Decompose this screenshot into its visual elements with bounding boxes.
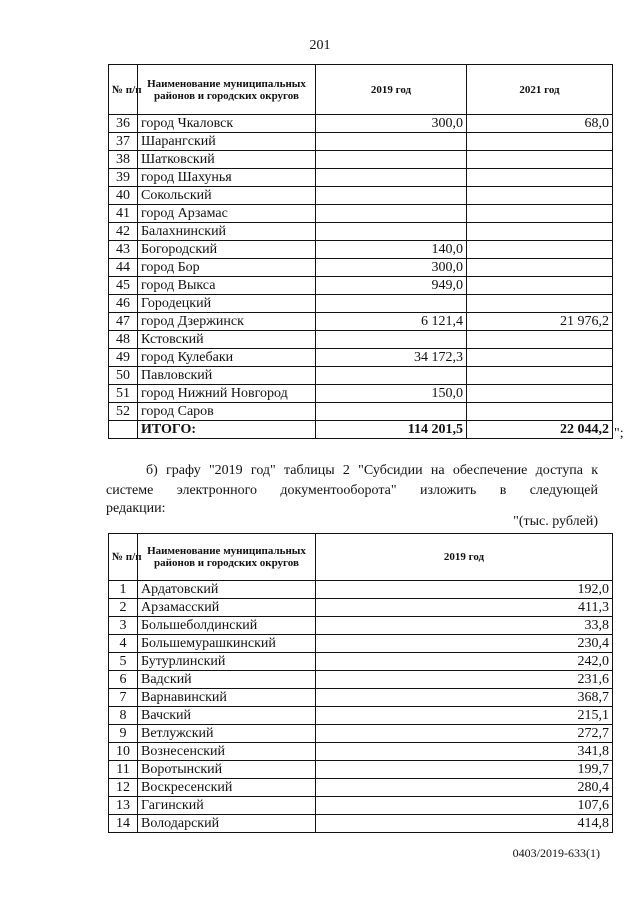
table-row [109,725,613,743]
row-number: 38 [109,151,138,169]
table-row [109,671,613,689]
table-row [109,581,613,599]
row-number: 49 [109,349,138,367]
value-2019: 6 121,4 [316,313,467,331]
row-number: 36 [109,115,138,133]
table-row [109,115,613,133]
table-header-row [109,534,613,581]
row-number: 13 [109,797,138,815]
district-name: город Чкаловск [138,115,316,133]
row-number: 10 [109,743,138,761]
table-row [109,259,613,277]
value-2019 [316,205,467,223]
value-2019 [316,133,467,151]
district-name: Сокольский [138,187,316,205]
district-name: Вознесенский [138,743,316,761]
table-row [109,403,613,421]
table-row [109,653,613,671]
value-2021 [467,259,613,277]
value-2019 [316,169,467,187]
table-row [109,367,613,385]
row-number: 7 [109,689,138,707]
value-2019: 368,7 [316,689,613,707]
table-row [109,635,613,653]
row-number: 52 [109,403,138,421]
table-row [109,349,613,367]
value-2019: 199,7 [316,761,613,779]
value-2021 [467,277,613,295]
value-2021: 68,0 [467,115,613,133]
value-2019 [316,331,467,349]
row-number: 42 [109,223,138,241]
row-number: 9 [109,725,138,743]
table-row [109,707,613,725]
value-2019: 34 172,3 [316,349,467,367]
table-row [109,169,613,187]
value-2019 [316,403,467,421]
document-code: 0403/2019-633(1) [512,846,600,860]
value-2021 [467,169,613,187]
row-number: 43 [109,241,138,259]
district-name: Шарангский [138,133,316,151]
value-2021 [467,385,613,403]
district-name: Большеболдинский [138,617,316,635]
total-empty-cell [109,421,138,439]
value-2019: 192,0 [316,581,613,599]
district-name: город Нижний Новгород [138,385,316,403]
row-number: 46 [109,295,138,313]
column-header-2019: 2019 год [316,65,467,115]
value-2021 [467,331,613,349]
row-number: 5 [109,653,138,671]
table-row [109,151,613,169]
total-label: ИТОГО: [138,421,316,439]
column-header-name: Наименование муниципальных районов и городских округов [138,65,316,115]
district-name: Вачский [138,707,316,725]
row-number: 44 [109,259,138,277]
total-2021: 22 044,2 [467,421,613,439]
value-2019: 230,4 [316,635,613,653]
paragraph-line-3: редакции: [106,501,166,516]
value-2019: 242,0 [316,653,613,671]
column-header-2019: 2019 год [316,534,613,581]
table-row [109,223,613,241]
value-2019: 280,4 [316,779,613,797]
table-row [109,761,613,779]
table-row [109,295,613,313]
table-row [109,277,613,295]
district-name: Бутурлинский [138,653,316,671]
table-row [109,205,613,223]
table-row [109,743,613,761]
table-row [109,617,613,635]
row-number: 14 [109,815,138,833]
document-flow-subsidy-table [108,533,613,833]
row-number: 3 [109,617,138,635]
total-2019: 114 201,5 [316,421,467,439]
value-2019: 33,8 [316,617,613,635]
district-name: Павловский [138,367,316,385]
row-number: 48 [109,331,138,349]
district-name: Ветлужский [138,725,316,743]
column-header-number: № п/п [109,65,138,115]
value-2019 [316,187,467,205]
district-name: Воротынский [138,761,316,779]
district-name: город Шахунья [138,169,316,187]
value-2021 [467,205,613,223]
district-name: Большемурашкинский [138,635,316,653]
value-2021 [467,349,613,367]
value-2019: 150,0 [316,385,467,403]
district-name: Балахнинский [138,223,316,241]
value-2019: 272,7 [316,725,613,743]
district-name: город Бор [138,259,316,277]
value-2021 [467,223,613,241]
row-number: 40 [109,187,138,205]
row-number: 1 [109,581,138,599]
total-row [109,421,613,439]
district-name: Вадский [138,671,316,689]
value-2021 [467,295,613,313]
value-2019: 107,6 [316,797,613,815]
table-row [109,313,613,331]
value-2021 [467,367,613,385]
district-name: Гагинский [138,797,316,815]
paragraph-line-2: системе электронного документооборота" изложить в следующей [106,483,598,498]
table-row [109,133,613,151]
subsidy-table-2019-2021 [108,64,613,439]
table-row [109,241,613,259]
row-number: 51 [109,385,138,403]
column-header-number: № п/п [109,534,138,581]
district-name: Варнавинский [138,689,316,707]
value-2021 [467,403,613,421]
units-label: "(тыс. рублей) [513,514,598,529]
table-row [109,599,613,617]
column-header-name: Наименование муниципальных районов и городских округов [138,534,316,581]
value-2019 [316,223,467,241]
row-number: 37 [109,133,138,151]
column-header-2021: 2021 год [467,65,613,115]
value-2019: 215,1 [316,707,613,725]
district-name: Шатковский [138,151,316,169]
value-2019 [316,367,467,385]
page-number: 201 [309,38,331,53]
value-2019: 414,8 [316,815,613,833]
district-name: город Саров [138,403,316,421]
row-number: 47 [109,313,138,331]
value-2019: 300,0 [316,115,467,133]
value-2019: 949,0 [316,277,467,295]
value-2019 [316,295,467,313]
table-row [109,797,613,815]
district-name: город Выкса [138,277,316,295]
row-number: 39 [109,169,138,187]
quote-suffix: "; [614,426,624,441]
district-name: Ардатовский [138,581,316,599]
district-name: город Дзержинск [138,313,316,331]
district-name: Володарский [138,815,316,833]
district-name: Арзамасский [138,599,316,617]
table-row [109,187,613,205]
table-row [109,779,613,797]
district-name: Кстовский [138,331,316,349]
value-2019: 300,0 [316,259,467,277]
value-2019: 411,3 [316,599,613,617]
table-row [109,331,613,349]
table-row [109,689,613,707]
value-2021 [467,241,613,259]
value-2021 [467,133,613,151]
value-2019: 231,6 [316,671,613,689]
district-name: Богородский [138,241,316,259]
district-name: город Арзамас [138,205,316,223]
row-number: 41 [109,205,138,223]
row-number: 8 [109,707,138,725]
paragraph-line-1: б) графу "2019 год" таблицы 2 "Субсидии на обеспечение доступа к [146,463,598,478]
row-number: 12 [109,779,138,797]
row-number: 6 [109,671,138,689]
row-number: 45 [109,277,138,295]
table-header-row [109,65,613,115]
row-number: 50 [109,367,138,385]
value-2021 [467,187,613,205]
row-number: 11 [109,761,138,779]
value-2019 [316,151,467,169]
table-row [109,385,613,403]
district-name: город Кулебаки [138,349,316,367]
table-row [109,815,613,833]
row-number: 2 [109,599,138,617]
value-2021: 21 976,2 [467,313,613,331]
district-name: Воскресенский [138,779,316,797]
value-2019: 140,0 [316,241,467,259]
district-name: Городецкий [138,295,316,313]
value-2019: 341,8 [316,743,613,761]
row-number: 4 [109,635,138,653]
value-2021 [467,151,613,169]
